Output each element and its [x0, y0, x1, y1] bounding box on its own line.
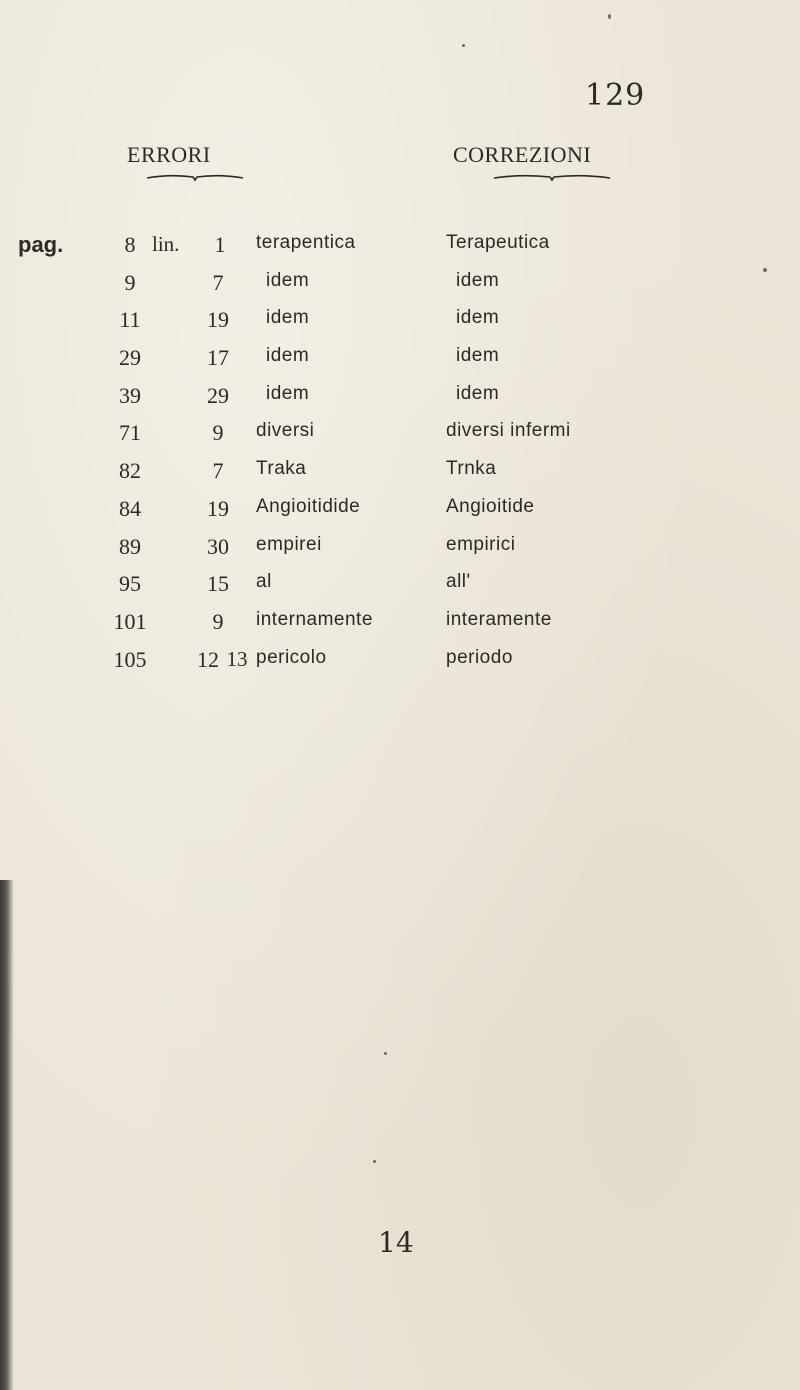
row-correction: idem	[456, 382, 500, 404]
table-row	[0, 339, 800, 377]
row-correction: Angioitide	[446, 495, 535, 517]
row-line: 19	[207, 307, 229, 333]
row-line-extra: 13	[226, 646, 248, 671]
row-page: 8	[124, 232, 136, 257]
row-error: idem	[266, 307, 310, 329]
row-line: 15	[207, 571, 229, 597]
table-row	[0, 414, 800, 452]
page-column-label: pag.	[18, 232, 64, 257]
row-page: 71	[119, 420, 141, 446]
table-row	[0, 452, 800, 490]
row-correction: periodo	[446, 646, 513, 668]
row-error: Traka	[256, 458, 307, 480]
row-correction: idem	[456, 345, 500, 367]
table-row	[0, 264, 800, 302]
paper-speck	[373, 1160, 376, 1163]
table-row	[0, 565, 800, 603]
table-row	[0, 641, 800, 679]
row-page: 95	[119, 571, 141, 597]
paper-speck	[608, 14, 611, 19]
table-row	[0, 301, 800, 339]
signature-mark: 14	[378, 1226, 414, 1259]
row-correction: all'	[446, 571, 471, 593]
row-correction: idem	[456, 307, 500, 329]
table-row	[0, 603, 800, 641]
row-error: internamente	[256, 608, 373, 630]
row-error: idem	[266, 345, 310, 367]
row-line: 1	[214, 232, 226, 257]
errors-heading-brace	[145, 172, 245, 182]
line-column-label: lin.	[152, 232, 180, 256]
row-page: 29	[119, 345, 141, 371]
row-page: 105	[113, 646, 147, 672]
row-error: terapentica	[256, 232, 356, 253]
row-correction: empirici	[446, 533, 516, 555]
corrections-heading-brace	[492, 172, 612, 182]
row-page: 39	[119, 382, 141, 408]
row-line: 30	[207, 533, 229, 559]
row-line: 29	[207, 382, 229, 408]
row-error: diversi	[256, 420, 315, 442]
corrections-heading: CORREZIONI	[453, 142, 592, 167]
row-line: 7	[212, 458, 224, 484]
row-correction: idem	[456, 269, 500, 291]
table-row	[0, 377, 800, 415]
row-page: 9	[124, 269, 136, 295]
row-line: 9	[212, 420, 224, 446]
row-correction: Terapeutica	[446, 232, 550, 253]
row-error: idem	[266, 382, 310, 404]
row-correction: interamente	[446, 608, 552, 630]
row-error: pericolo	[256, 646, 327, 668]
page-number: 129	[585, 78, 646, 113]
row-line: 19	[207, 495, 229, 521]
table-row	[0, 226, 800, 264]
errata-table	[0, 226, 800, 678]
row-page: 82	[119, 458, 141, 484]
page-edge-shadow	[0, 880, 14, 1390]
row-line: 17	[207, 345, 229, 371]
table-row	[0, 528, 800, 566]
row-correction: Trnka	[446, 458, 497, 480]
paper-speck	[462, 44, 465, 47]
row-line: 7	[212, 269, 224, 295]
row-line: 12	[197, 646, 219, 672]
paper-speck	[384, 1052, 387, 1055]
row-page: 84	[119, 495, 141, 521]
row-page: 89	[119, 533, 141, 559]
errors-heading: ERRORI	[127, 142, 211, 167]
row-error: Angioitidide	[256, 495, 361, 517]
row-error: idem	[266, 269, 310, 291]
row-page: 11	[119, 307, 141, 333]
table-row	[0, 490, 800, 528]
row-correction: diversi infermi	[446, 420, 571, 442]
row-line: 9	[212, 608, 224, 634]
row-error: empirei	[256, 533, 322, 555]
row-error: al	[256, 571, 272, 593]
paper-speck	[763, 268, 767, 272]
row-page: 101	[113, 608, 147, 634]
